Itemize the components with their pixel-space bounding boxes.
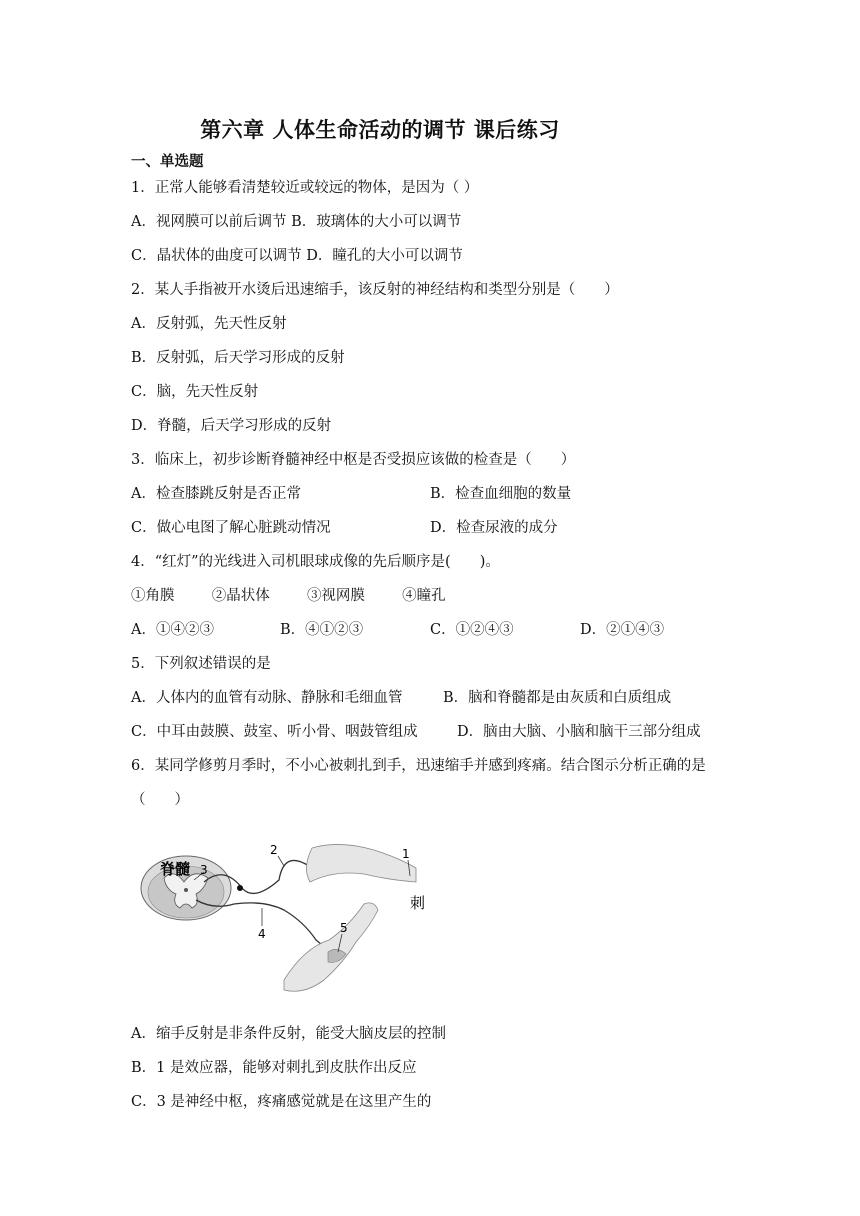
q5-stem: 5．下列叙述错误的是	[131, 656, 271, 672]
q6-stem: 6．某同学修剪月季时，不小心被刺扎到手，迅速缩手并感到疼痛。结合图示分析正确的是	[131, 758, 706, 774]
q4-item: ①角膜	[131, 588, 175, 604]
q1-options-ab: A．视网膜可以前后调节 B．玻璃体的大小可以调节	[131, 214, 462, 230]
q1-options-cd: C．晶状体的曲度可以调节 D．瞳孔的大小可以调节	[131, 248, 463, 264]
label-4: 4	[258, 927, 266, 941]
q3-option-d: D．检查尿液的成分	[430, 520, 558, 536]
q3-option-b: B．检查血细胞的数量	[430, 486, 572, 502]
q6-option-a: A．缩手反射是非条件反射，能受大脑皮层的控制	[131, 1026, 446, 1042]
q4-option-a: A．①④②③	[131, 622, 214, 638]
page-title: 第六章 人体生命活动的调节 课后练习	[200, 118, 560, 142]
q2-stem: 2．某人手指被开水烫后迅速缩手，该反射的神经结构和类型分别是（ ）	[131, 282, 619, 298]
q5-option-d: D．脑由大脑、小脑和脑干三部分组成	[457, 724, 701, 740]
q5-option-a: A．人体内的血管有动脉、静脉和毛细血管	[131, 690, 403, 706]
q2-option-d: D．脊髓，后天学习形成的反射	[131, 418, 332, 434]
q4-option-c: C．①②④③	[430, 622, 514, 638]
label-1: 1	[402, 847, 410, 861]
q3-option-a: A．检查膝跳反射是否正常	[131, 486, 301, 502]
q4-item: ②晶状体	[211, 588, 270, 604]
q6-option-b: B．1 是效应器，能够对刺扎到皮肤作出反应	[131, 1060, 417, 1076]
lower-arm	[284, 903, 378, 991]
q3-option-c: C．做心电图了解心脏跳动情况	[131, 520, 331, 536]
q4-option-d: D．②①④③	[580, 622, 665, 638]
reflex-arc-figure	[134, 830, 434, 1010]
label-spinal-cord: 脊髓	[160, 860, 191, 878]
q1-stem: 1．正常人能够看清楚较近或较远的物体，是因为（ ）	[131, 180, 479, 196]
q4-items	[131, 586, 446, 606]
q4-stem: 4．“红灯”的光线进入司机眼球成像的先后顺序是( )。	[131, 554, 500, 570]
label-2: 2	[270, 843, 278, 857]
q6-option-c: C．3 是神经中枢，疼痛感觉就是在这里产生的	[131, 1094, 432, 1110]
q4-item: ③视网膜	[306, 588, 365, 604]
q5-option-b: B．脑和脊髓都是由灰质和白质组成	[443, 690, 672, 706]
upper-arm	[306, 844, 416, 882]
q2-option-c: C．脑，先天性反射	[131, 384, 259, 400]
q4-item: ④瞳孔	[402, 588, 446, 604]
ganglion-dot	[237, 885, 243, 891]
q4-option-b: B．④①②③	[280, 622, 364, 638]
q5-option-c: C．中耳由鼓膜、鼓室、听小骨、咽鼓管组成	[131, 724, 418, 740]
q3-stem: 3．临床上，初步诊断脊髓神经中枢是否受损应该做的检查是（ ）	[131, 452, 576, 468]
section-heading: 一、单选题	[131, 154, 204, 170]
label-thorn: 刺	[410, 894, 426, 912]
q2-option-b: B．反射弧，后天学习形成的反射	[131, 350, 345, 366]
label-5: 5	[340, 921, 348, 935]
label-3: 3	[200, 863, 208, 877]
q6-stem-blank: （ ）	[131, 792, 189, 808]
q2-option-a: A．反射弧，先天性反射	[131, 316, 287, 332]
